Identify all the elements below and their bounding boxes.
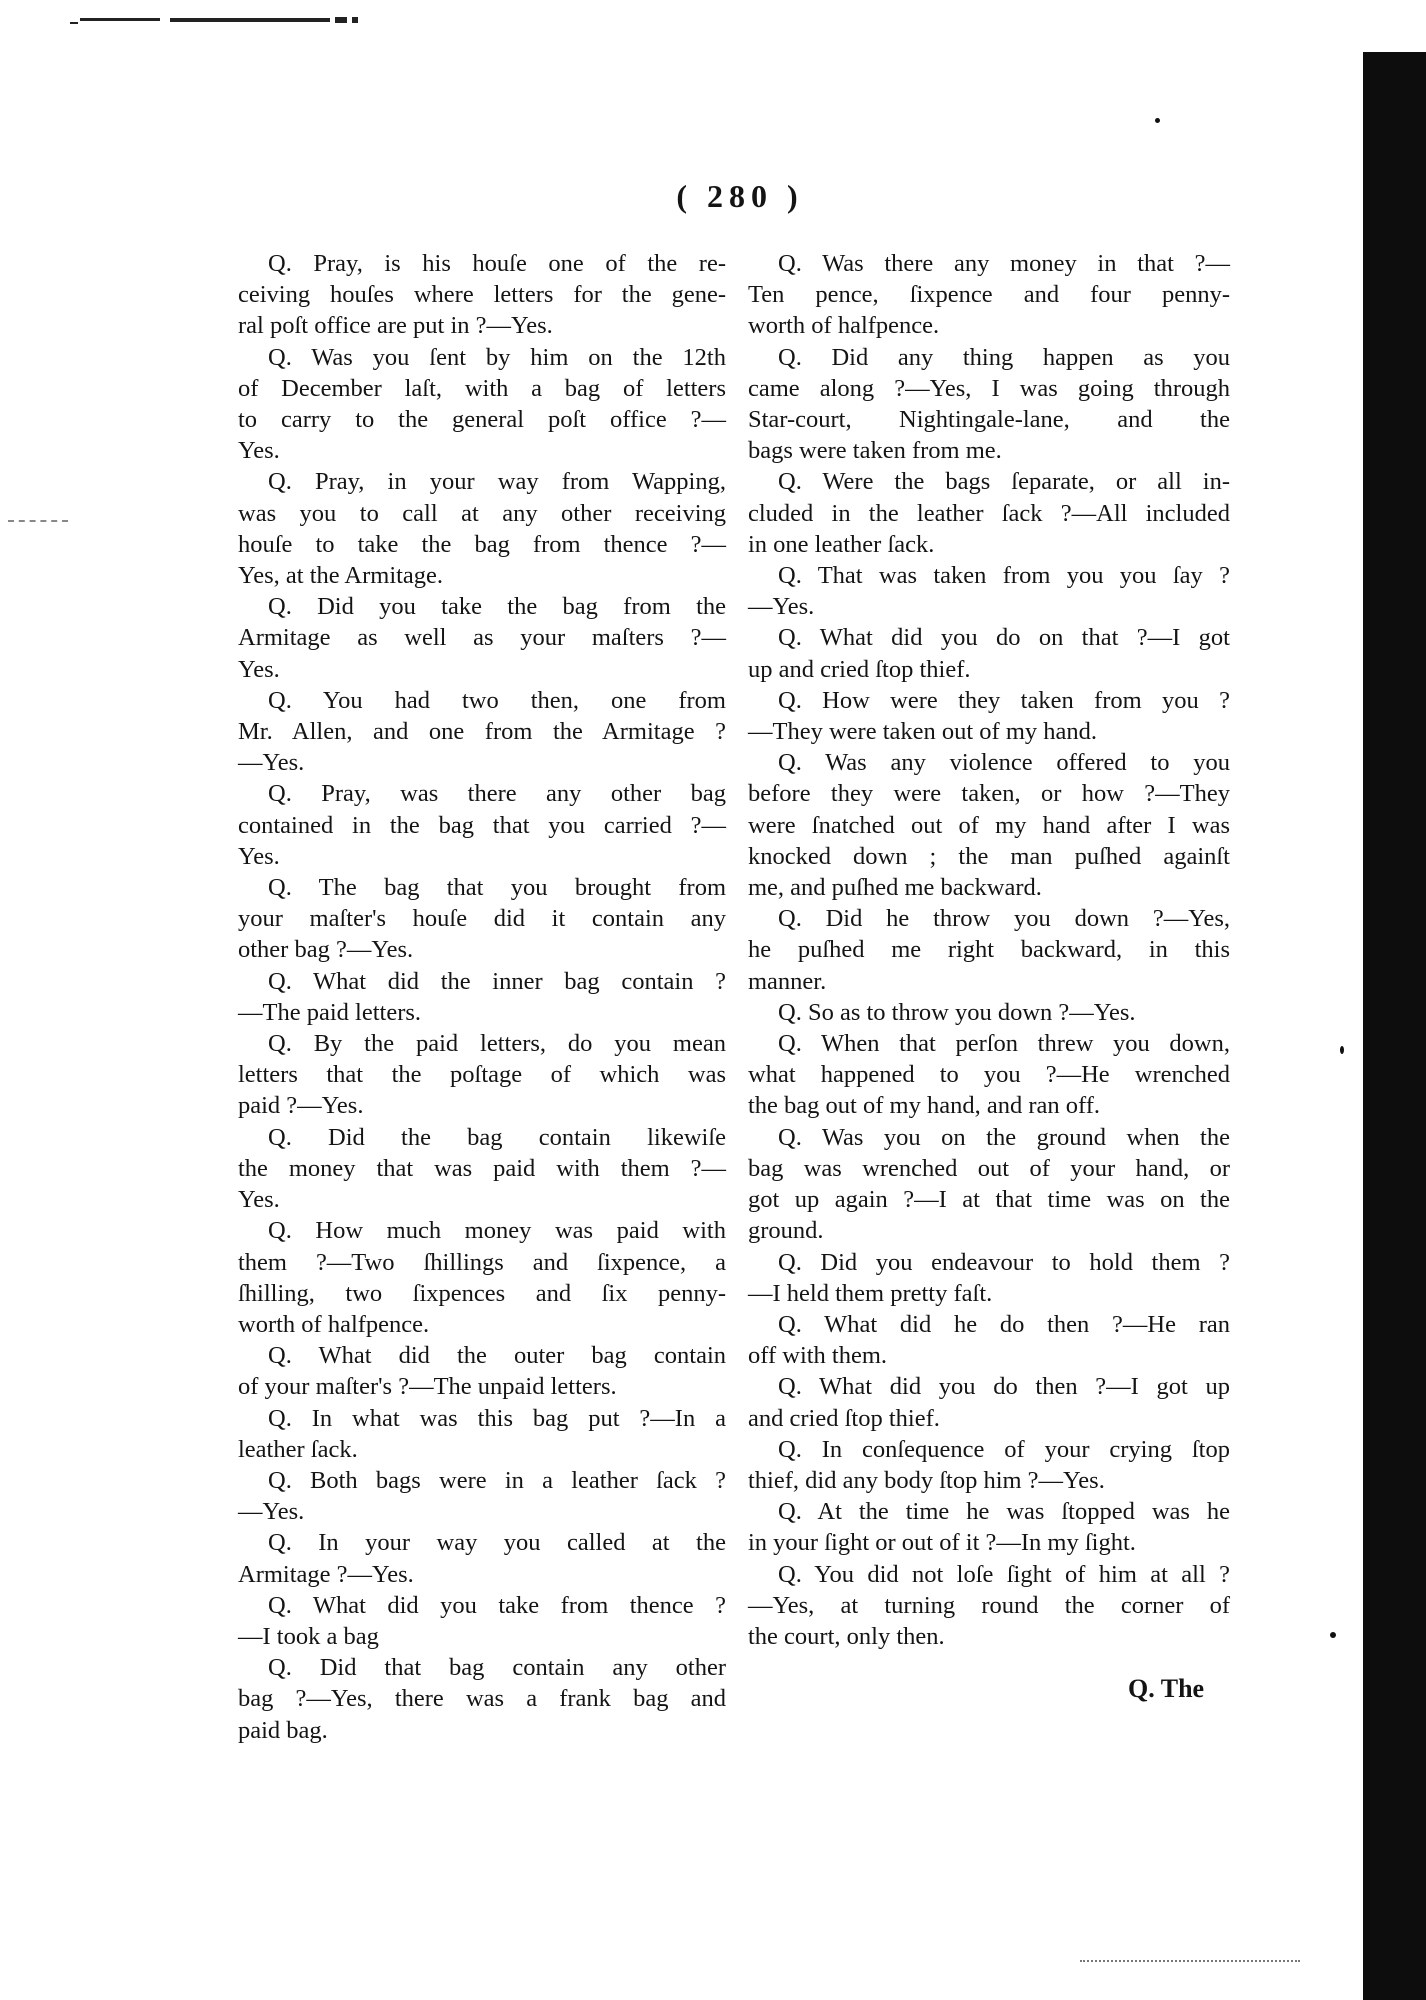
scan-speck [1155,118,1160,123]
text-line: what happened to you ?—He wrenched [748,1061,1230,1089]
scan-footer-noise [1080,1960,1300,1965]
text-line: Q. In conſequence of your crying ſtop [778,1435,1230,1463]
text-line: Q. Did he throw you down ?—Yes, [778,905,1230,933]
text-line: ceiving houſes where letters for the gene- [238,281,726,309]
text-line: —Yes. [238,749,305,777]
text-line: worth of halfpence. [238,1310,430,1338]
text-line: Q. Did that bag contain any other [268,1654,726,1682]
scan-speck [1330,1632,1336,1638]
text-line: paid ?—Yes. [238,1092,364,1120]
text-line: —Yes. [748,593,815,621]
text-column-left [238,248,726,1746]
text-line: Q. What did you take from thence ? [268,1591,726,1619]
scan-margin-noise [8,520,68,525]
catchword: Q. The [1128,1674,1205,1703]
text-line: thief, did any body ſtop him ?—Yes. [748,1466,1105,1494]
text-line: Q. Was you ſent by him on the 12th [268,343,726,371]
scan-speck [1340,1046,1344,1054]
text-line: manner. [748,967,827,995]
text-line: Armitage ?—Yes. [238,1560,414,1588]
text-line: Q. At the time he was ſtopped was he [778,1498,1230,1526]
text-line: worth of halfpence. [748,312,940,340]
text-line: came along ?—Yes, I was going through [748,374,1230,402]
text-line: and cried ſtop thief. [748,1404,940,1432]
text-line: Q. In what was this bag put ?—In a [268,1404,726,1432]
text-line: Q. You had two then, one from [268,686,726,714]
text-line: —I took a bag [238,1622,379,1650]
text-line: Star-court, Nightingale-lane, and the [748,406,1230,434]
text-line: Q. Pray, is his houſe one of the re- [268,250,726,277]
text-line: Yes. [238,437,280,465]
text-line: other bag ?—Yes. [238,936,414,964]
text-line: letters that the poſtage of which was [238,1061,726,1089]
text-line: Armitage as well as your maſters ?— [238,624,726,652]
text-line: them ?—Two ſhillings and ſixpence, a [238,1248,726,1276]
text-line: —I held them pretty faſt. [748,1279,993,1307]
text-line: Q. Pray, in your way from Wapping, [268,468,726,496]
text-line: Q. By the paid letters, do you mean [268,1030,726,1058]
text-line: up and cried ſtop thief. [748,655,971,683]
text-line: Ten pence, ſixpence and four penny- [748,281,1230,309]
text-line: Q. That was taken from you you ſay ? [778,562,1230,590]
text-line: the money that was paid with them ?— [238,1154,726,1182]
text-line: the court, only then. [748,1622,945,1650]
text-line: houſe to take the bag from thence ?— [238,530,726,558]
text-line: —The paid letters. [238,998,422,1026]
page-number: ( 280 ) [676,178,804,214]
text-line: bag was wrenched out of your hand, or [748,1154,1230,1182]
text-line: Q. So as to throw you down ?—Yes. [778,998,1136,1026]
text-line: bag ?—Yes, there was a frank bag and [238,1685,726,1713]
text-line: of your maſter's ?—The unpaid letters. [238,1373,617,1401]
text-line: Q. What did you do on that ?—I got [778,624,1230,652]
text-line: Q. Was you on the ground when the [778,1123,1230,1151]
text-line: in one leather ſack. [748,530,935,558]
text-line: Yes, at the Armitage. [238,562,444,590]
text-line: your maſter's houſe did it contain any [238,905,726,933]
scan-edge-marks [30,8,370,36]
text-line: Q. Did the bag contain likewiſe [268,1123,726,1151]
text-line: he puſhed me right backward, in this [748,936,1230,964]
scan-binding-shadow [1363,52,1426,2000]
text-line: was you to call at any other receiving [238,499,726,527]
text-line: Q. You did not loſe ſight of him at all ? [778,1560,1230,1588]
text-line: Q. What did the outer bag contain [268,1342,726,1370]
text-line: Q. How much money was paid with [268,1217,726,1245]
text-line: me, and puſhed me backward. [748,874,1042,902]
text-line: Q. Was any violence offered to you [778,749,1230,777]
text-line: Q. Did you take the bag from the [268,593,726,621]
text-line: bags were taken from me. [748,437,1002,465]
text-line: off with them. [748,1342,888,1370]
text-line: got up again ?—I at that time was on the [748,1186,1230,1214]
text-line: Q. Was there any money in that ?— [778,250,1230,277]
text-line: contained in the bag that you carried ?— [238,811,726,839]
text-line: ground. [748,1217,824,1245]
text-line: of December laſt, with a bag of letters [238,374,726,402]
text-line: Q. Did you endeavour to hold them ? [778,1248,1230,1276]
text-line: Q. What did you do then ?—I got up [778,1373,1230,1401]
text-line: cluded in the leather ſack ?—All included [748,499,1230,527]
text-line: ſhilling, two ſixpences and ſix penny- [238,1279,726,1307]
text-line: Q. The bag that you brought from [268,874,726,902]
text-line: ral poſt office are put in ?—Yes. [238,312,553,340]
text-line: Yes. [238,842,280,870]
text-line: Q. Pray, was there any other bag [268,780,726,808]
text-column-right [748,248,1230,1652]
text-line: before they were taken, or how ?—They [748,780,1230,808]
text-line: knocked down ; the man puſhed againſt [748,842,1230,870]
text-line: Q. How were they taken from you ? [778,686,1230,714]
text-line: the bag out of my hand, and ran off. [748,1092,1100,1120]
text-line: Q. What did he do then ?—He ran [778,1310,1230,1338]
text-line: Q. In your way you called at the [268,1529,726,1557]
text-line: Yes. [238,655,280,683]
text-line: leather ſack. [238,1435,358,1463]
text-line: Q. When that perſon threw you down, [778,1030,1230,1058]
text-line: Q. Were the bags ſeparate, or all in- [778,468,1230,496]
text-line: were ſnatched out of my hand after I was [748,811,1230,839]
text-line: —Yes, at turning round the corner of [748,1591,1230,1619]
text-line: paid bag. [238,1716,328,1744]
text-line: —Yes. [238,1498,305,1526]
text-line: Q. Did any thing happen as you [778,343,1230,371]
text-line: Q. Both bags were in a leather ſack ? [268,1466,726,1494]
text-line: in your ſight or out of it ?—In my ſight. [748,1529,1136,1557]
text-line: Yes. [238,1186,280,1214]
text-line: Mr. Allen, and one from the Armitage ? [238,718,726,746]
text-line: to carry to the general poſt office ?— [238,406,726,434]
text-line: Q. What did the inner bag contain ? [268,967,726,995]
text-line: —They were taken out of my hand. [748,718,1098,746]
